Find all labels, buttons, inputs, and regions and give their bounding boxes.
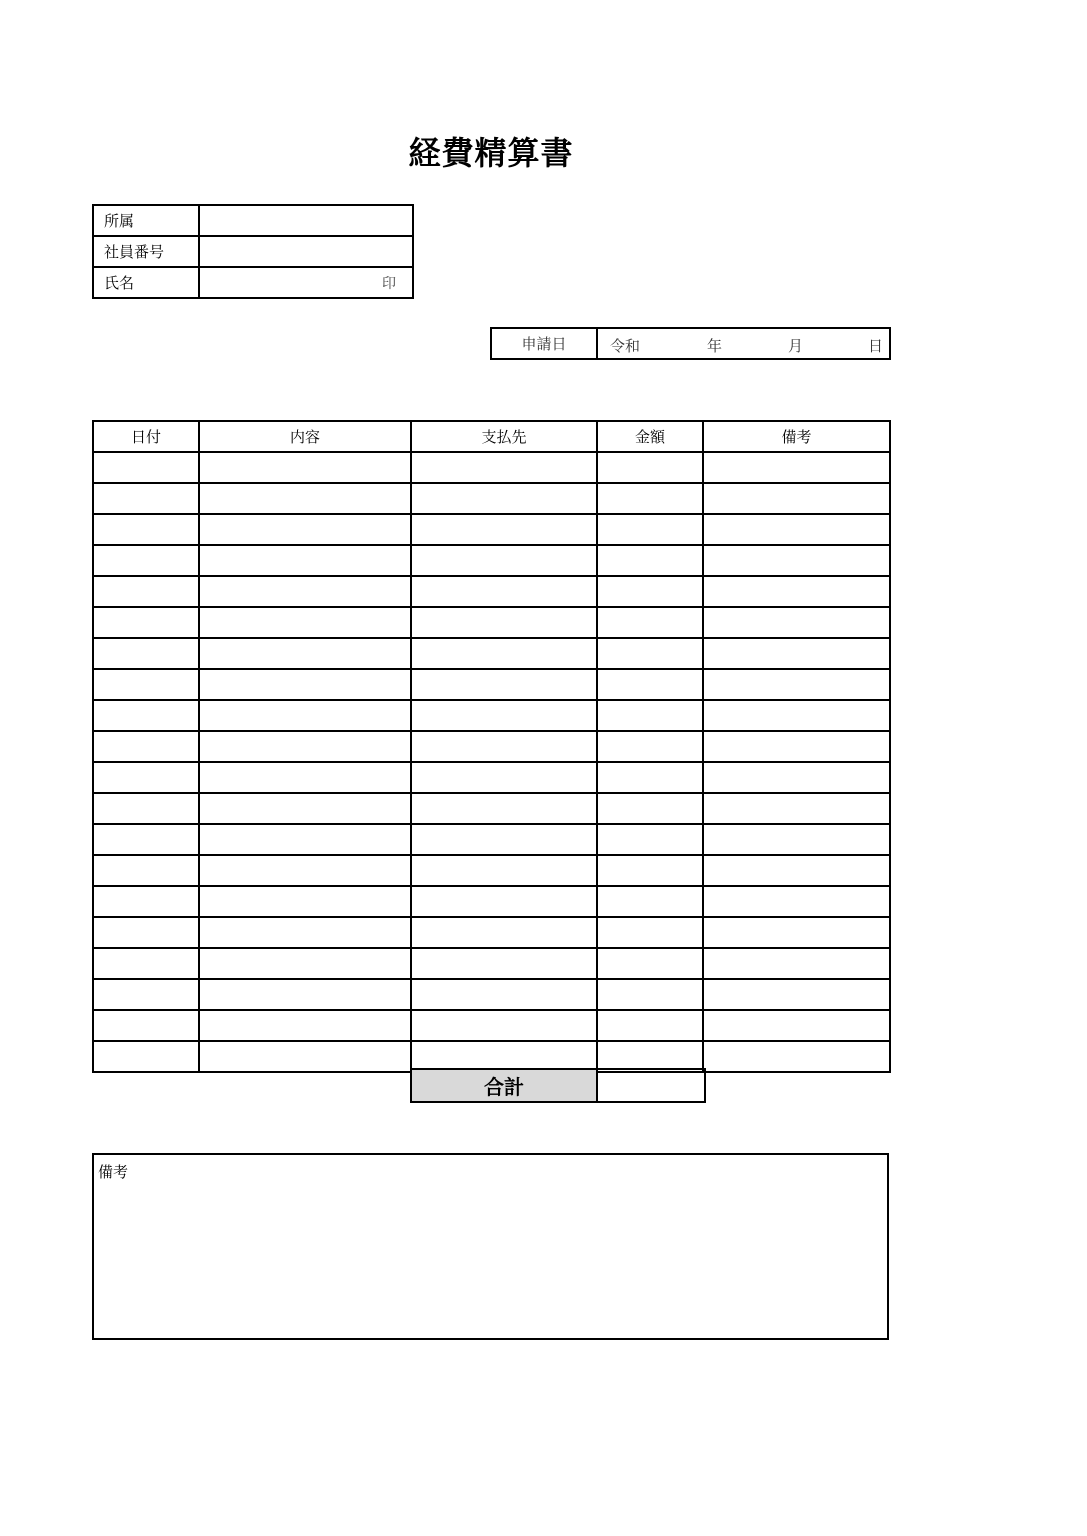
content-cell[interactable] [199, 948, 411, 979]
date-cell[interactable] [93, 514, 199, 545]
expense-table-body [93, 452, 890, 1072]
amount-cell[interactable] [597, 452, 703, 483]
applicant-info-table [92, 204, 414, 299]
notes-cell[interactable] [703, 576, 890, 607]
notes-cell[interactable] [703, 545, 890, 576]
date-cell[interactable] [93, 607, 199, 638]
payee-cell[interactable] [411, 576, 597, 607]
content-cell[interactable] [199, 514, 411, 545]
content-cell[interactable] [199, 669, 411, 700]
table-row [93, 483, 890, 514]
amount-cell[interactable] [597, 948, 703, 979]
date-cell[interactable] [93, 824, 199, 855]
notes-cell[interactable] [703, 514, 890, 545]
header-date: 日付 [93, 421, 199, 452]
table-row [93, 576, 890, 607]
payee-cell[interactable] [411, 917, 597, 948]
notes-cell[interactable] [703, 669, 890, 700]
table-row [93, 514, 890, 545]
content-cell[interactable] [199, 1041, 411, 1072]
application-date-field[interactable] [597, 328, 890, 359]
content-cell[interactable] [199, 793, 411, 824]
expense-table [92, 420, 891, 1073]
payee-cell[interactable] [411, 948, 597, 979]
amount-cell[interactable] [597, 824, 703, 855]
table-row [93, 607, 890, 638]
total-label: 合計 [411, 1069, 597, 1102]
amount-cell[interactable] [597, 638, 703, 669]
payee-cell[interactable] [411, 793, 597, 824]
notes-cell[interactable] [703, 917, 890, 948]
date-cell[interactable] [93, 948, 199, 979]
payee-cell[interactable] [411, 607, 597, 638]
month-unit: 月 [788, 337, 804, 355]
content-cell[interactable] [199, 576, 411, 607]
employee-no-label: 社員番号 [93, 236, 199, 267]
header-amount: 金額 [597, 421, 703, 452]
amount-cell[interactable] [597, 514, 703, 545]
amount-cell[interactable] [597, 793, 703, 824]
affiliation-field[interactable] [199, 205, 413, 236]
application-date-label: 申請日 [491, 328, 597, 359]
date-cell[interactable] [93, 483, 199, 514]
table-row [93, 638, 890, 669]
table-row [93, 1010, 890, 1041]
date-cell[interactable] [93, 793, 199, 824]
amount-cell[interactable] [597, 979, 703, 1010]
payee-cell[interactable] [411, 731, 597, 762]
table-row [93, 979, 890, 1010]
table-row [93, 452, 890, 483]
employee-no-row [93, 236, 413, 267]
employee-no-field[interactable] [199, 236, 413, 267]
notes-cell[interactable] [703, 638, 890, 669]
date-cell[interactable] [93, 762, 199, 793]
total-table [410, 1068, 706, 1103]
name-label: 氏名 [93, 267, 199, 298]
notes-cell[interactable] [703, 855, 890, 886]
table-row [93, 855, 890, 886]
notes-cell[interactable] [703, 700, 890, 731]
amount-cell[interactable] [597, 700, 703, 731]
amount-cell[interactable] [597, 886, 703, 917]
payee-cell[interactable] [411, 638, 597, 669]
name-field[interactable] [199, 267, 413, 298]
date-cell[interactable] [93, 576, 199, 607]
content-cell[interactable] [199, 452, 411, 483]
payee-cell[interactable] [411, 700, 597, 731]
era-label: 令和 [610, 337, 641, 355]
affiliation-row [93, 205, 413, 236]
header-content: 内容 [199, 421, 411, 452]
table-row [93, 700, 890, 731]
total-value[interactable] [597, 1069, 705, 1102]
notes-cell[interactable] [703, 793, 890, 824]
content-cell[interactable] [199, 731, 411, 762]
table-row [93, 731, 890, 762]
date-cell[interactable] [93, 1010, 199, 1041]
name-row [93, 267, 413, 298]
content-cell[interactable] [199, 607, 411, 638]
date-cell[interactable] [93, 979, 199, 1010]
payee-cell[interactable] [411, 824, 597, 855]
expense-table-header [93, 421, 890, 452]
payee-cell[interactable] [411, 452, 597, 483]
notes-cell[interactable] [703, 979, 890, 1010]
notes-cell[interactable] [703, 607, 890, 638]
notes-cell[interactable] [703, 886, 890, 917]
content-cell[interactable] [199, 545, 411, 576]
payee-cell[interactable] [411, 762, 597, 793]
payee-cell[interactable] [411, 514, 597, 545]
date-cell[interactable] [93, 1041, 199, 1072]
content-cell[interactable] [199, 483, 411, 514]
payee-cell[interactable] [411, 979, 597, 1010]
amount-cell[interactable] [597, 855, 703, 886]
table-row [93, 669, 890, 700]
content-cell[interactable] [199, 638, 411, 669]
notes-cell[interactable] [703, 948, 890, 979]
amount-cell[interactable] [597, 669, 703, 700]
amount-cell[interactable] [597, 1010, 703, 1041]
header-notes: 備考 [703, 421, 890, 452]
amount-cell[interactable] [597, 762, 703, 793]
header-payee: 支払先 [411, 421, 597, 452]
content-cell[interactable] [199, 700, 411, 731]
amount-cell[interactable] [597, 545, 703, 576]
content-cell[interactable] [199, 762, 411, 793]
application-date-table [490, 327, 891, 360]
content-cell[interactable] [199, 1010, 411, 1041]
payee-cell[interactable] [411, 545, 597, 576]
amount-cell[interactable] [597, 483, 703, 514]
table-row [93, 793, 890, 824]
remarks-box[interactable] [92, 1153, 889, 1340]
date-cell[interactable] [93, 731, 199, 762]
content-cell[interactable] [199, 917, 411, 948]
amount-cell[interactable] [597, 607, 703, 638]
document-title: 経費精算書 [408, 134, 574, 172]
payee-cell[interactable] [411, 855, 597, 886]
content-cell[interactable] [199, 824, 411, 855]
date-cell[interactable] [93, 855, 199, 886]
notes-cell[interactable] [703, 483, 890, 514]
payee-cell[interactable] [411, 669, 597, 700]
table-row [93, 886, 890, 917]
total-row [411, 1069, 705, 1102]
amount-cell[interactable] [597, 576, 703, 607]
table-row [93, 917, 890, 948]
date-cell[interactable] [93, 638, 199, 669]
notes-cell[interactable] [703, 1010, 890, 1041]
date-cell[interactable] [93, 700, 199, 731]
notes-cell[interactable] [703, 731, 890, 762]
date-cell[interactable] [93, 545, 199, 576]
date-cell[interactable] [93, 669, 199, 700]
date-cell[interactable] [93, 917, 199, 948]
payee-cell[interactable] [411, 886, 597, 917]
table-row [93, 762, 890, 793]
notes-cell[interactable] [703, 762, 890, 793]
payee-cell[interactable] [411, 1010, 597, 1041]
content-cell[interactable] [199, 979, 411, 1010]
seal-label: 印 [382, 275, 396, 292]
payee-cell[interactable] [411, 483, 597, 514]
application-date-row [491, 328, 890, 359]
notes-cell[interactable] [703, 452, 890, 483]
year-unit: 年 [707, 337, 723, 355]
remarks-label: 備考 [98, 1163, 129, 1181]
table-row [93, 545, 890, 576]
date-cell[interactable] [93, 886, 199, 917]
content-cell[interactable] [199, 855, 411, 886]
table-row [93, 948, 890, 979]
notes-cell[interactable] [703, 824, 890, 855]
amount-cell[interactable] [597, 731, 703, 762]
date-cell[interactable] [93, 452, 199, 483]
amount-cell[interactable] [597, 917, 703, 948]
content-cell[interactable] [199, 886, 411, 917]
notes-cell[interactable] [703, 1041, 890, 1072]
table-row [93, 824, 890, 855]
affiliation-label: 所属 [93, 205, 199, 236]
day-unit: 日 [868, 337, 884, 355]
